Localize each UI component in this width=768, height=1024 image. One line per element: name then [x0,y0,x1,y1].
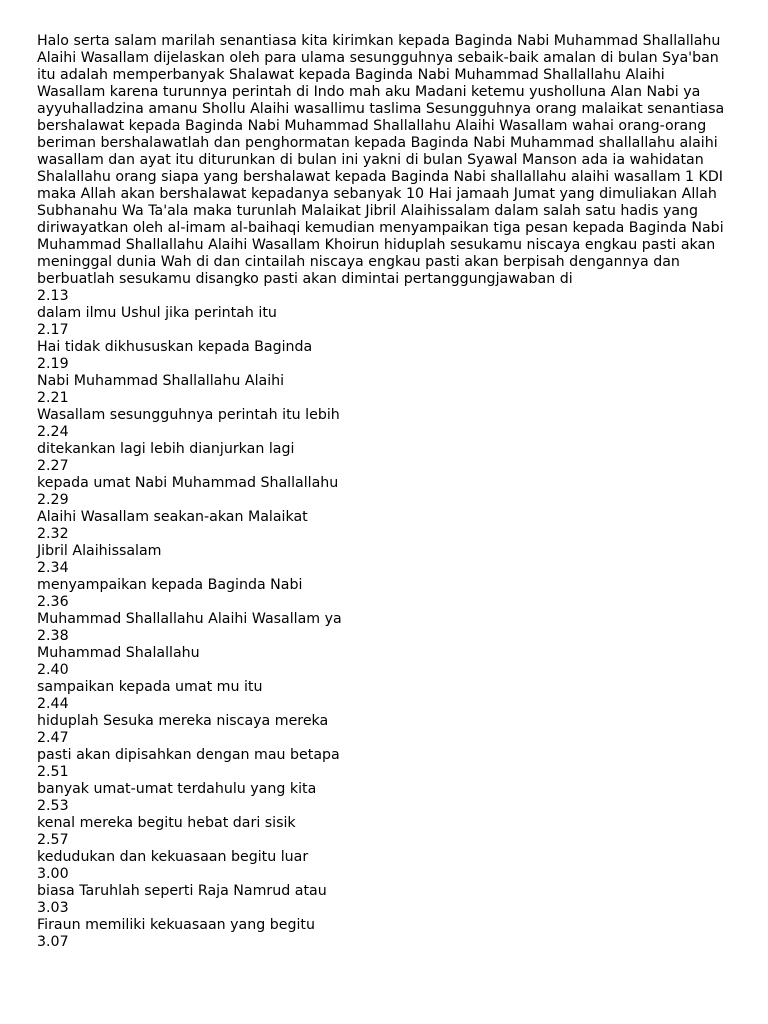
timestamp-line: 2.38 [37,628,69,644]
timestamp-line: 2.32 [37,526,69,542]
timestamp-line: 2.36 [37,594,69,610]
timestamp-line: 2.29 [37,492,69,508]
transcript-line: banyak umat-umat terdahulu yang kita [37,781,317,797]
timestamp-line: 2.21 [37,390,69,406]
transcript-line: Muhammad Shallallahu Alaihi Wasallam ya [37,611,342,627]
timestamp-line: 2.24 [37,424,69,440]
timestamp-line: 2.17 [37,322,69,338]
transcript-line: kedudukan dan kekuasaan begitu luar [37,849,309,865]
intro-paragraph: Halo serta salam marilah senantiasa kita kirimkan kepada Baginda Nabi Muhammad Shallallahu Alaihi Wasallam dijelaskan oleh para ulama sesungguhnya sebaik-baik amalan di bulan Sya'ban itu adalah memperbanyak Shalawat kepada Baginda Nabi Muhammad Shallallahu Alaihi Wasallam karena turunnya perintah di Indo mah aku Madani ketemu yusholluna Alan Nabi ya ayyuhalladzina amanu Shollu Alaihi wasallimu taslima Sesungguhnya orang malaikat senantiasa bershalawat kepada Baginda Nabi Muhammad Shallallahu Alaihi Wasallam wahai orang-orang beriman bershalawatlah dan penghormatan kepada Baginda Nabi Muhammad shallallahu alaihi wasallam dan ayat itu diturunkan di bulan ini yakni di bulan Syawal Manson ada ia wahidatan Shalallahu orang siapa yang bershalawat kepada Baginda Nabi shallallahu alaihi wasallam 1 KDI maka Allah akan bershalawat kepadanya sebanyak 10 Hai jamaah Jumat yang dimuliakan Allah Subhanahu Wa Ta'ala maka turunlah Malaikat Jibril Alaihissalam dalam salah satu hadis yang diriwayatkan oleh al-imam al-baihaqi kemudian menyampaikan tiga pesan kepada Baginda Nabi Muhammad Shallallahu Alaihi Wasallam Khoirun hiduplah sesukamu niscaya engkau pasti akan meninggal dunia Wah di dan cintailah niscaya engkau pasti akan berpisah dengannya dan berbuatlah sesukamu disangko pasti akan dimintai pertanggungjawaban di [37,33,725,287]
transcript-line: Muhammad Shalallahu [37,645,200,661]
transcript-line: Hai tidak dikhususkan kepada Baginda [37,339,313,355]
transcript-line: sampaikan kepada umat mu itu [37,679,263,695]
timestamp-line: 2.53 [37,798,69,814]
timestamp-line: 2.44 [37,696,69,712]
transcript-line: hiduplah Sesuka mereka niscaya mereka [37,713,329,729]
timestamp-line: 2.19 [37,356,69,372]
transcript-line: menyampaikan kepada Baginda Nabi [37,577,303,593]
transcript-line: ditekankan lagi lebih dianjurkan lagi [37,441,295,457]
timestamp-line: 2.57 [37,832,69,848]
timestamp-line: 3.03 [37,900,69,916]
transcript-line: pasti akan dipisahkan dengan mau betapa [37,747,340,763]
transcript-line: kenal mereka begitu hebat dari sisik [37,815,296,831]
transcript-lines [37,288,737,951]
timestamp-line: 3.00 [37,866,69,882]
timestamp-line: 3.07 [37,934,69,950]
transcript-line: Firaun memiliki kekuasaan yang begitu [37,917,315,933]
transcript-line: Jibril Alaihissalam [37,543,162,559]
transcript-line: kepada umat Nabi Muhammad Shallallahu [37,475,339,491]
timestamp-line: 2.40 [37,662,69,678]
transcript-line: biasa Taruhlah seperti Raja Namrud atau [37,883,327,899]
timestamp-line: 2.27 [37,458,69,474]
transcript-line: Wasallam sesungguhnya perintah itu lebih [37,407,340,423]
timestamp-line: 2.34 [37,560,69,576]
document-text [37,33,737,951]
timestamp-line: 2.47 [37,730,69,746]
timestamp-line: 2.51 [37,764,69,780]
transcript-line: dalam ilmu Ushul jika perintah itu [37,305,277,321]
transcript-line: Nabi Muhammad Shallallahu Alaihi [37,373,285,389]
timestamp-line: 2.13 [37,288,69,304]
transcript-line: Alaihi Wasallam seakan-akan Malaikat [37,509,308,525]
